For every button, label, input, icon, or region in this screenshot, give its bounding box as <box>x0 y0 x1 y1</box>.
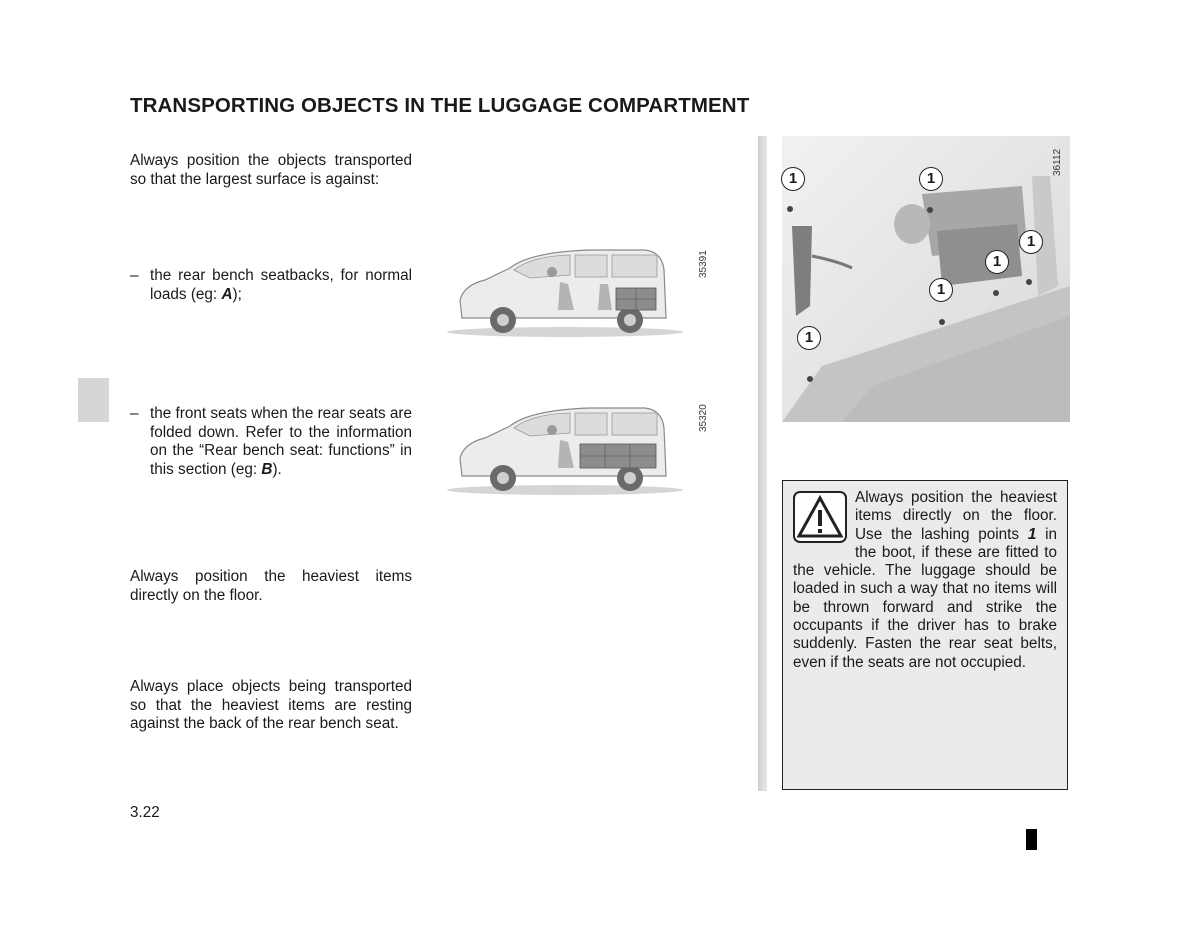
lashing-point-callout: 1 <box>919 167 943 191</box>
lashing-point-callout: 1 <box>781 167 805 191</box>
figure-a-code: 35391 <box>698 250 709 278</box>
page-title: TRANSPORTING OBJECTS IN THE LUGGAGE COMPARTMENT <box>130 94 750 117</box>
end-of-section-mark <box>1026 829 1037 850</box>
warning-box <box>782 480 1068 790</box>
lashing-point-callout: 1 <box>985 250 1009 274</box>
list-item-a <box>130 267 412 304</box>
list-item-a-text: the rear bench seatbacks, for normal loads (eg: A); <box>150 267 412 303</box>
warning-icon <box>793 491 849 543</box>
sidebar-shade-bar <box>758 136 767 791</box>
van-figure-b <box>440 398 690 498</box>
against-back-paragraph: Always place objects being transported so that the heaviest items are resting against the back of the rear bench seat. <box>130 678 412 732</box>
ref-b: B <box>261 460 273 478</box>
lashing-point-callout: 1 <box>929 278 953 302</box>
list-item-b-text: the front seats when the rear seats are folded down. Refer to the information on the “Rear bench seat: functions” in this section (eg: B). <box>150 405 412 478</box>
ref-a: A <box>221 285 233 303</box>
van-figure-a <box>440 240 690 340</box>
warning-text: Always position the heaviest items directly on the floor. Use the lashing points 1 in the boot, if these are fitted to the vehicle. The luggage should be loaded in such a way that no items will be thrown forward and strike the occupants if the driver has to brake suddenly. Fasten the rear seat belts, even if the seats are not occupied. <box>793 489 1057 671</box>
figure-boot-code: 36112 <box>1052 148 1063 176</box>
heaviest-floor-paragraph: Always position the heaviest items directly on the floor. <box>130 568 412 604</box>
intro-paragraph: Always position the objects transported so that the largest surface is against: <box>130 152 412 188</box>
section-tab-marker <box>78 378 109 422</box>
figure-b-code: 35320 <box>698 404 709 432</box>
lashing-point-callout: 1 <box>1019 230 1043 254</box>
page-number: 3.22 <box>130 804 160 821</box>
lashing-point-callout: 1 <box>797 326 821 350</box>
list-dash: – <box>130 405 139 422</box>
list-dash: – <box>130 267 139 284</box>
warning-ref-1: 1 <box>1027 525 1037 543</box>
list-item-b <box>130 405 412 479</box>
